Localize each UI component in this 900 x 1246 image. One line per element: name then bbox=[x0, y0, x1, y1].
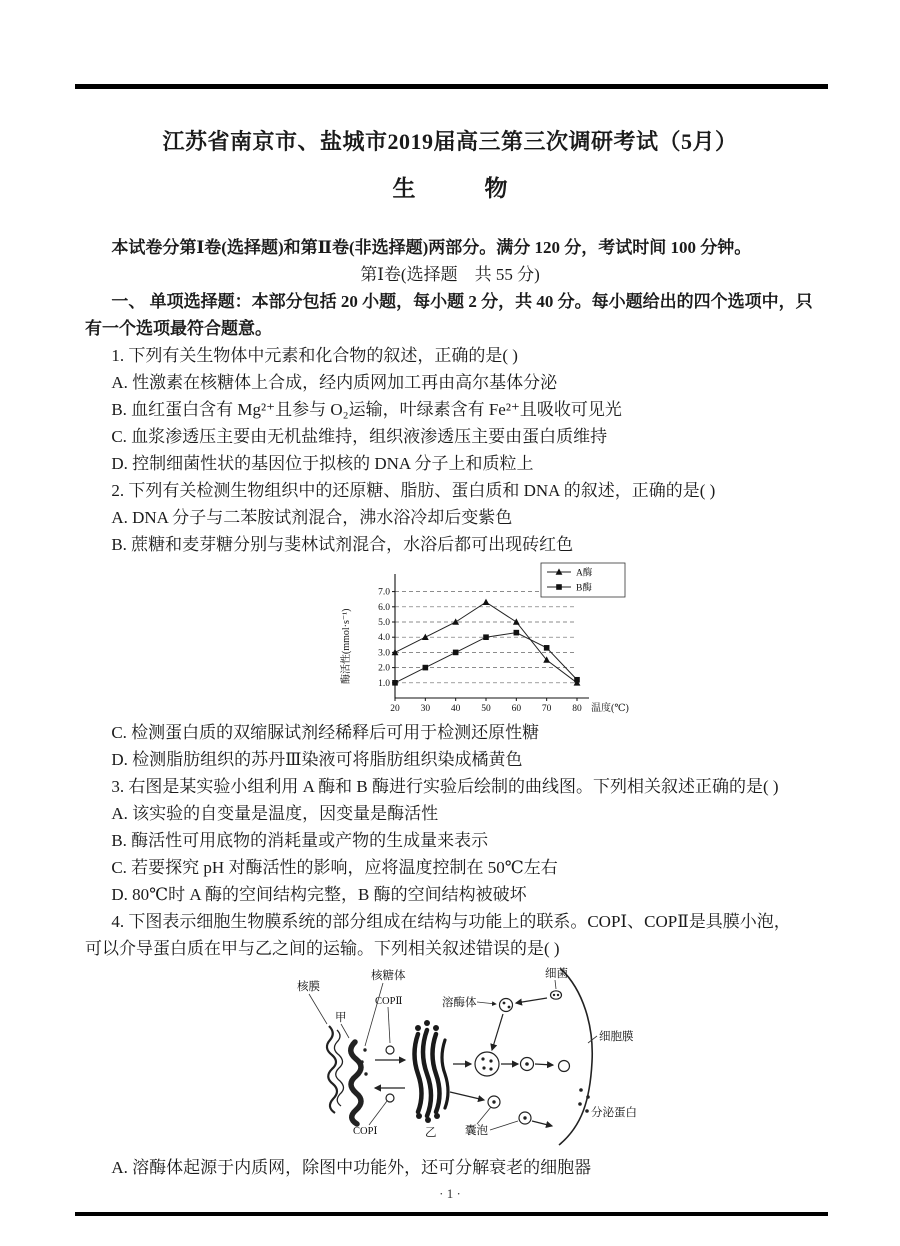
golgi-shape bbox=[415, 1020, 449, 1123]
marker-triangle bbox=[483, 599, 490, 605]
lysosome-label: 溶酶体 bbox=[442, 997, 477, 1009]
marker-square bbox=[556, 584, 562, 590]
lysosome-small bbox=[500, 999, 513, 1012]
section-title: 第Ⅰ卷(选择题 共 55 分) bbox=[360, 265, 540, 284]
marker-square bbox=[453, 650, 459, 656]
y-axis-label: 酶活性(mmol·s⁻¹) bbox=[341, 608, 352, 684]
page-number: · 1 · bbox=[439, 1186, 461, 1201]
x-tick-label: 20 bbox=[390, 704, 400, 714]
y-tick-label: 4.0 bbox=[378, 633, 390, 644]
ribosome-dot bbox=[364, 1072, 367, 1075]
subject-title: 生 物 bbox=[392, 176, 508, 201]
q2-option-b: B. 蔗糖和麦芽糖分别与斐林试剂混合，水浴后都可出现砖红色 bbox=[111, 535, 574, 554]
legend-label: A酶 bbox=[576, 568, 593, 579]
fusing-vesicle bbox=[559, 1061, 570, 1072]
q3-option-c: C. 若要探究 pH 对酶活性的影响，应将温度控制在 50℃左右 bbox=[111, 858, 558, 877]
series-line bbox=[395, 633, 577, 683]
membrane-system-diagram bbox=[285, 964, 685, 1149]
x-axis-label: 温度(℃) bbox=[591, 703, 629, 714]
y-tick-label: 3.0 bbox=[378, 648, 390, 659]
bacterium-shape bbox=[551, 991, 562, 999]
cop2-vesicle bbox=[386, 1046, 394, 1054]
marker-square bbox=[423, 665, 429, 671]
q4-option-a: A. 溶酶体起源于内质网，除图中功能外，还可分解衰老的细胞器 bbox=[111, 1158, 592, 1177]
q2-option-c: C. 检测蛋白质的双缩脲试剂经稀释后可用于检测还原性糖 bbox=[111, 723, 540, 742]
q1-option-c: C. 血浆渗透压主要由无机盐维持，组织液渗透压主要由蛋白质维持 bbox=[111, 427, 608, 446]
jia-label: 甲 bbox=[335, 1012, 347, 1024]
marker-square bbox=[392, 680, 398, 686]
marker-square bbox=[544, 645, 550, 651]
marker-square bbox=[483, 634, 489, 640]
x-tick-label: 80 bbox=[572, 704, 582, 714]
secreted-protein-label: 分泌蛋白 bbox=[591, 1107, 637, 1119]
series-line bbox=[395, 602, 577, 683]
cell-membrane-label: 细胞膜 bbox=[599, 1031, 634, 1043]
ribosome-dot bbox=[360, 1060, 363, 1063]
q4-stem-line-2: 可以介导蛋白质在甲与乙之间的运输。下列相关叙述错误的是( ) bbox=[85, 939, 560, 958]
page-content bbox=[0, 89, 900, 1203]
er-shape bbox=[351, 1042, 368, 1124]
cop1-label: COPⅠ bbox=[353, 1126, 378, 1137]
nuclear-membrane-label: 核膜 bbox=[297, 981, 320, 993]
ribosome-dot bbox=[363, 1048, 366, 1051]
er-golgi-transport bbox=[375, 1046, 405, 1102]
q2-stem: 2. 下列有关检测生物组织中的还原糖、脂肪、蛋白质和 DNA 的叙述，正确的是( ) bbox=[111, 481, 716, 500]
cop2-label: COPⅡ bbox=[375, 996, 403, 1007]
y-tick-label: 6.0 bbox=[378, 602, 390, 613]
cop1-vesicle bbox=[386, 1094, 394, 1102]
exam-intro: 本试卷分第Ⅰ卷(选择题)和第Ⅱ卷(非选择题)两部分。满分 120 分，考试时间 100 分钟。 bbox=[111, 238, 752, 257]
bottom-border-rule bbox=[75, 1212, 828, 1216]
exam-title: 江苏省南京市、盐城市2019届高三第三次调研考试（5月） bbox=[162, 129, 738, 154]
lysosome-body bbox=[475, 1052, 499, 1076]
q3-option-a: A. 该实验的自变量是温度，因变量是酶活性 bbox=[111, 804, 439, 823]
ribosome-label: 核糖体 bbox=[371, 970, 406, 982]
x-tick-label: 50 bbox=[481, 704, 491, 714]
q3-stem: 3. 右图是某实验小组利用 A 酶和 B 酶进行实验后绘制的曲线图。下列相关叙述正确的是( ) bbox=[111, 777, 779, 796]
legend-label: B酶 bbox=[576, 583, 592, 594]
marker-triangle bbox=[513, 618, 520, 624]
cell-membrane-shape bbox=[559, 969, 592, 1145]
q4-stem-line-1: 4. 下图表示细胞生物膜系统的部分组成在结构与功能上的联系。COPⅠ、COPⅡ是具膜小泡， bbox=[111, 912, 791, 931]
enzyme-chart-figure bbox=[337, 562, 637, 719]
x-tick-label: 70 bbox=[541, 704, 552, 714]
y-tick-label: 1.0 bbox=[378, 678, 390, 689]
phagocytosis-group bbox=[492, 991, 562, 1050]
q1-option-b: B. 血红蛋白含有 Mg²⁺且参与 O₂运输，叶绿素含有 Fe²⁺且吸收可见光 bbox=[111, 400, 622, 419]
q2-option-d: D. 检测脂肪组织的苏丹Ⅲ染液可将脂肪组织染成橘黄色 bbox=[111, 750, 523, 769]
q1-stem: 1. 下列有关生物体中元素和化合物的叙述，正确的是( ) bbox=[111, 346, 518, 365]
marker-square bbox=[514, 630, 520, 636]
nuclear-membrane-shape bbox=[327, 1026, 344, 1113]
vesicle-label: 囊泡 bbox=[465, 1125, 488, 1137]
y-tick-label: 5.0 bbox=[378, 618, 390, 628]
marker-square bbox=[574, 677, 580, 683]
q1-option-a: A. 性激素在核糖体上合成，经内质网加工再由高尔基体分泌 bbox=[111, 373, 558, 392]
y-tick-label: 2.0 bbox=[378, 663, 390, 674]
yi-label: 乙 bbox=[425, 1127, 437, 1139]
q2-option-a: A. DNA 分子与二苯胺试剂混合，沸水浴冷却后变紫色 bbox=[111, 508, 513, 527]
enzyme-activity-chart bbox=[337, 562, 637, 714]
bacterium-label: 细菌 bbox=[545, 968, 568, 980]
q3-option-b: B. 酶活性可用底物的消耗量或产物的生成量来表示 bbox=[111, 831, 489, 850]
lysosome-pathway bbox=[453, 1052, 570, 1076]
y-tick-label: 7.0 bbox=[378, 587, 390, 598]
vesicles-group bbox=[450, 1092, 552, 1126]
x-tick-label: 40 bbox=[450, 704, 461, 714]
marker-triangle bbox=[422, 634, 429, 640]
membrane-diagram-figure bbox=[285, 964, 685, 1154]
x-tick-label: 30 bbox=[420, 704, 431, 714]
q3-option-d: D. 80℃时 A 酶的空间结构完整，B 酶的空间结构被破坏 bbox=[111, 885, 527, 904]
x-tick-label: 60 bbox=[511, 704, 522, 714]
instruction-line-1: 一、 单项选择题：本部分包括 20 小题，每小题 2 分，共 40 分。每小题给出的四个选项中，只 bbox=[111, 292, 813, 311]
marker-triangle bbox=[452, 618, 459, 624]
instruction-line-2: 有一个选项最符合题意。 bbox=[85, 319, 272, 338]
q1-option-d: D. 控制细菌性状的基因位于拟核的 DNA 分子上和质粒上 bbox=[111, 454, 534, 473]
